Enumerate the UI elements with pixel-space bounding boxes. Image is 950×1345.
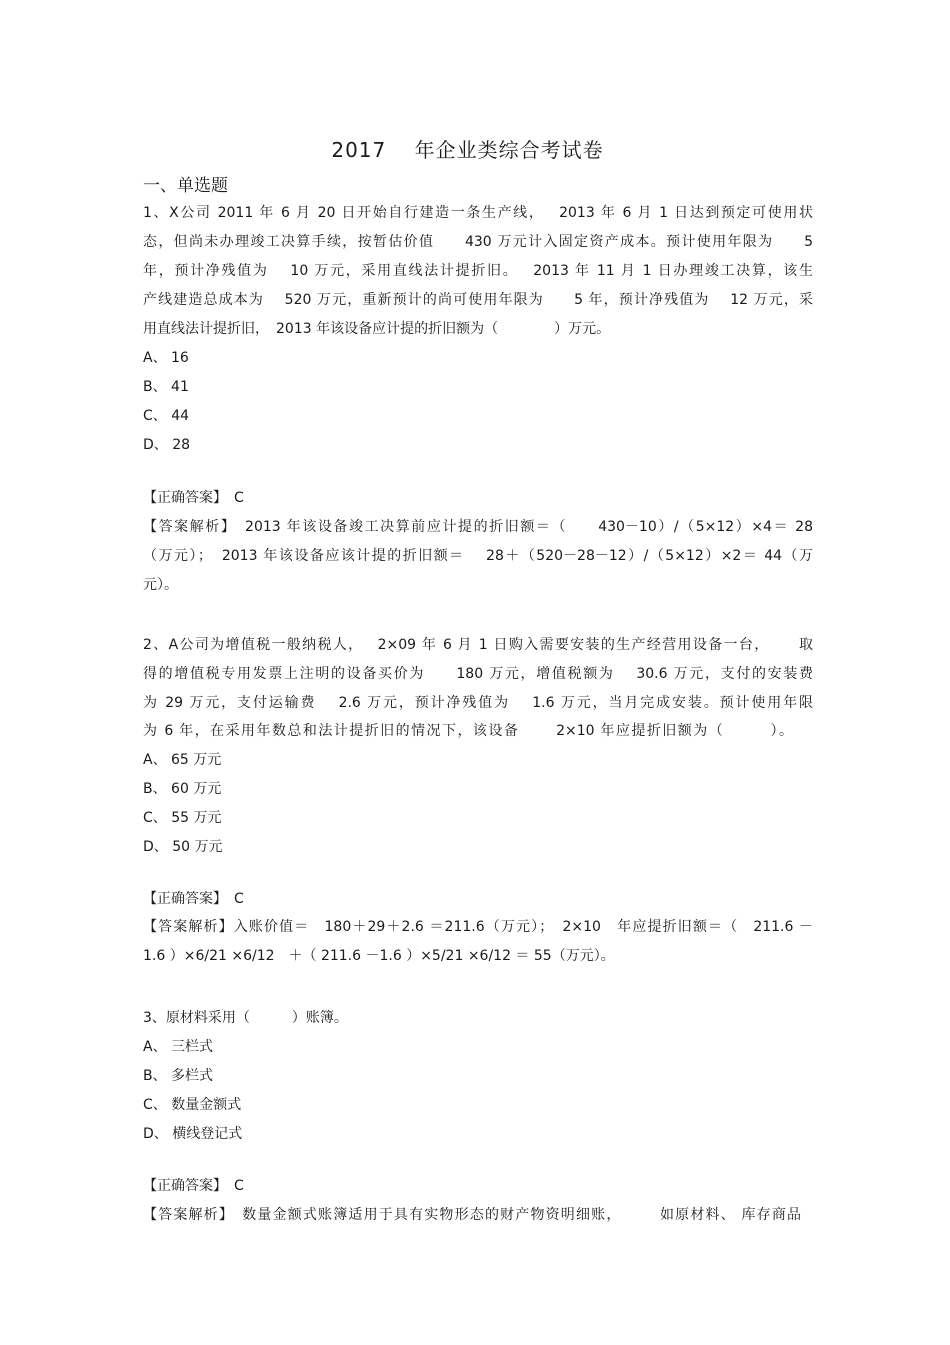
q1-option-c: C、 44 bbox=[143, 408, 190, 424]
page-title: 2017 年企业类综合考试卷 bbox=[331, 138, 604, 162]
q2-analysis-line: 1.6 ）×6/21 ×6/12 ＋（ 211.6 －1.6 ）×5/21 ×6/12 ＝ 55（万元）。 bbox=[143, 948, 615, 964]
q1-option-b: B、 41 bbox=[143, 379, 189, 395]
q3-option-b: B、 多栏式 bbox=[143, 1068, 214, 1084]
q2-option-a: A、 65 万元 bbox=[143, 752, 222, 768]
q1-option-a: A、 16 bbox=[143, 350, 189, 366]
q2-option-c: C、 55 万元 bbox=[143, 810, 222, 826]
section-heading: 一、单选题 bbox=[143, 176, 228, 196]
q1-text-line: 产线建造总成本为 520 万元，重新预计的尚可使用年限为 5 年，预计净残值为 12 万元，采 bbox=[143, 292, 813, 308]
q1-option-d: D、 28 bbox=[143, 437, 191, 453]
q3-option-d: D、 横线登记式 bbox=[143, 1126, 243, 1142]
q1-text-line: 用直线法计提折旧， 2013 年该设备应计提的折旧额为（ ）万元。 bbox=[143, 321, 611, 337]
q2-text-line: 为 6 年，在采用年数总和法计提折旧的情况下，该设备 2×10 年应提折旧额为（ ）。 bbox=[143, 723, 793, 739]
q2-text-line: 为 29 万元，支付运输费 2.6 万元，预计净残值为 1.6 万元，当月完成安装。预计使用年限 bbox=[143, 695, 813, 711]
q1-analysis-line: 【答案解析】 2013 年该设备竣工决算前应计提的折旧额＝（ 430－10）/（5×12）×4＝ 28 bbox=[143, 519, 813, 535]
q3-analysis-line: 【答案解析】 数量金额式账簿适用于具有实物形态的财产物资明细账， 如原材料、 库存商品 bbox=[143, 1207, 801, 1223]
q2-option-b: B、 60 万元 bbox=[143, 781, 222, 797]
q3-text-line: 3、原材料采用（ ）账簿。 bbox=[143, 1010, 348, 1026]
q2-option-d: D、 50 万元 bbox=[143, 839, 223, 855]
q1-text-line: 年，预计净残值为 10 万元，采用直线法计提折旧。 2013 年 11 月 1 日办理竣工决算，该生 bbox=[143, 263, 813, 279]
q2-analysis-line: 【答案解析】入账价值＝ 180＋29＋2.6 ＝211.6（万元）； 2×10 年应提折旧额＝（ 211.6 － bbox=[143, 919, 813, 935]
q1-text-line: 1、X公司 2011 年 6 月 20 日开始自行建造一条生产线， 2013 年 6 月 1 日达到预定可使用状 bbox=[143, 205, 813, 221]
q2-text-line: 2、A公司为增值税一般纳税人， 2×09 年 6 月 1 日购入需要安装的生产经营用设备一台， 取 bbox=[143, 637, 813, 653]
q3-option-a: A、 三栏式 bbox=[143, 1039, 214, 1055]
q3-option-c: C、 数量金额式 bbox=[143, 1097, 242, 1113]
q1-correct-answer: 【正确答案】 C bbox=[143, 490, 244, 506]
q2-correct-answer: 【正确答案】 C bbox=[143, 891, 244, 907]
q1-text-line: 态，但尚未办理竣工决算手续，按暂估价值 430 万元计入固定资产成本。预计使用年限为 5 bbox=[143, 234, 813, 250]
q1-analysis-line: （万元）； 2013 年该设备应该计提的折旧额＝ 28＋（520－28－12）/（5×12）×2＝ 44（万 bbox=[143, 548, 813, 564]
q3-correct-answer: 【正确答案】 C bbox=[143, 1178, 244, 1194]
q2-text-line: 得的增值税专用发票上注明的设备买价为 180 万元，增值税额为 30.6 万元，支付的安装费 bbox=[143, 666, 813, 682]
q1-analysis-line: 元）。 bbox=[143, 577, 178, 593]
